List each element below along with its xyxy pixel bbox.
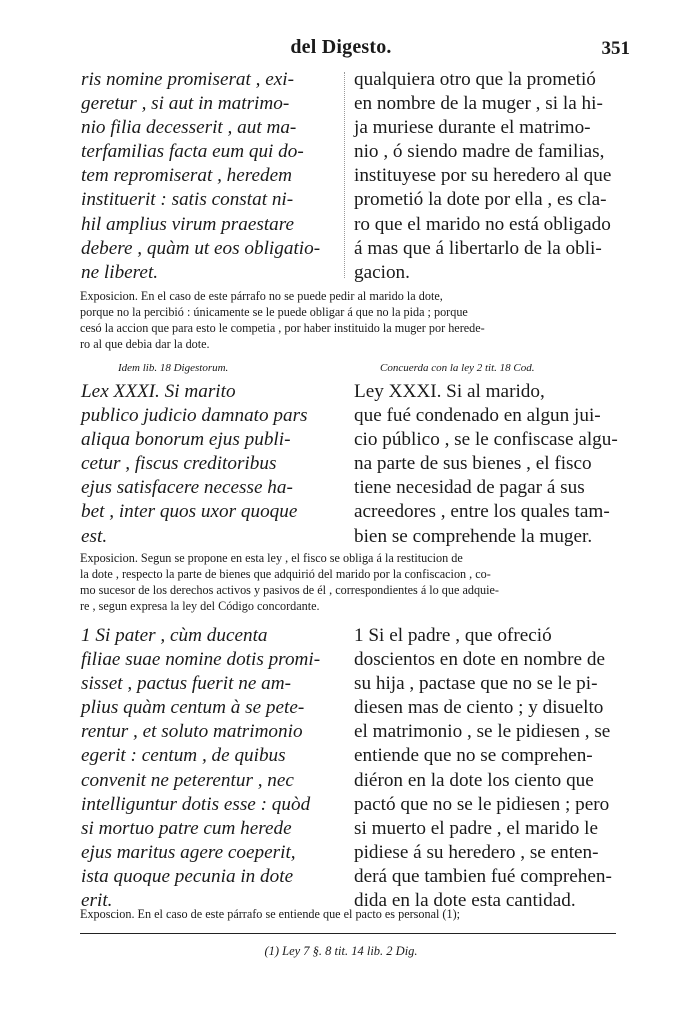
spanish-column-2 bbox=[354, 380, 624, 549]
latin-line: geretur , si aut in matrimo- bbox=[81, 93, 290, 115]
latin-column-1 bbox=[81, 68, 336, 285]
latin-line: instituerit : satis constat ni- bbox=[81, 189, 294, 211]
latin-line: bet , inter quos uxor quoque bbox=[81, 501, 298, 523]
exposition-line: Exposicion. En el caso de este párrafo no se puede pedir al marido la dote, bbox=[80, 289, 443, 303]
latin-line: ejus satisfacere necesse ha- bbox=[81, 477, 293, 499]
latin-line: convenit ne peterentur , nec bbox=[81, 769, 294, 791]
latin-line: debere , quàm ut eos obligatio- bbox=[81, 237, 321, 259]
latin-line: ista quoque pecunia in dote bbox=[81, 865, 294, 887]
spanish-line: nio , ó siendo madre de familias, bbox=[354, 141, 605, 163]
exposition-line: mo sucesor de los derechos activos y pasivos de él , correspondientes á lo que adquie- bbox=[80, 583, 499, 597]
latin-line: Lex XXXI. Si marito bbox=[81, 381, 236, 402]
spanish-line: ro que el marido no está obligado bbox=[354, 213, 611, 235]
spanish-line: á mas que á libertarlo de la obli- bbox=[354, 237, 602, 259]
spanish-line: Ley XXXI. Si al marido, bbox=[354, 381, 545, 402]
spanish-line: entiende que no se comprehen- bbox=[354, 745, 593, 767]
exposition-line: Exposcion. En el caso de este párrafo se entiende que el pacto es personal (1); bbox=[80, 907, 461, 921]
latin-column-2 bbox=[81, 380, 336, 549]
spanish-line: que fué condenado en algun jui- bbox=[354, 405, 601, 427]
exposition-1 bbox=[80, 288, 614, 352]
spanish-line: qualquiera otro que la prometió bbox=[354, 69, 596, 90]
exposition-line: la dote , respecto la parte de bienes que adquirió del marido por la confiscacion , co- bbox=[80, 567, 491, 581]
latin-line: ejus maritus agere coeperit, bbox=[81, 841, 296, 863]
spanish-line: ja muriese durante el matrimo- bbox=[354, 117, 591, 139]
concordance-heading: Concuerda con la ley 2 tit. 18 Cod. bbox=[380, 362, 535, 374]
running-header bbox=[0, 36, 682, 66]
latin-line: publico judicio damnato pars bbox=[81, 405, 308, 427]
page-number: 351 bbox=[601, 38, 630, 59]
latin-source-heading: Idem lib. 18 Digestorum. bbox=[118, 362, 229, 374]
latin-line: ne liberet. bbox=[81, 261, 159, 283]
spanish-line: pactó que no se le pidiesen ; pero bbox=[354, 793, 610, 815]
spanish-line: si muerto el padre , el marido le bbox=[354, 817, 599, 839]
spanish-column-1 bbox=[354, 68, 624, 285]
latin-line: tem repromiserat , heredem bbox=[81, 165, 293, 187]
spanish-line: prometió la dote por ella , es cla- bbox=[354, 189, 607, 211]
footnote-rule bbox=[80, 933, 616, 934]
spanish-line: 1 Si el padre , que ofreció bbox=[354, 625, 552, 646]
spanish-line: el matrimonio , se le pidiesen , se bbox=[354, 721, 611, 743]
spanish-line: instituyese por su heredero al que bbox=[354, 165, 612, 187]
latin-line: plius quàm centum à se pete- bbox=[81, 697, 305, 719]
latin-line: filiae suae nomine dotis promi- bbox=[81, 649, 321, 671]
latin-line: rentur , et soluto matrimonio bbox=[81, 721, 303, 743]
latin-line: si mortuo patre cum herede bbox=[81, 817, 292, 839]
exposition-line: porque no la percibió : únicamente se le puede obligar á que no la pida ; porque bbox=[80, 305, 468, 319]
exposition-3 bbox=[80, 906, 614, 922]
spanish-line: pidiese á su heredero , se enten- bbox=[354, 841, 599, 863]
latin-line: hil amplius virum praestare bbox=[81, 213, 295, 235]
spanish-line: acreedores , entre los quales tam- bbox=[354, 501, 610, 523]
latin-line: nio filia decesserit , aut ma- bbox=[81, 117, 297, 139]
spanish-line: bien se comprehende la muger. bbox=[354, 525, 593, 547]
spanish-line: diesen mas de ciento ; y disuelto bbox=[354, 697, 604, 719]
exposition-2 bbox=[80, 550, 614, 614]
spanish-line: cio público , se le confiscase algu- bbox=[354, 429, 618, 451]
latin-line: cetur , fiscus creditoribus bbox=[81, 453, 277, 475]
latin-line: ris nomine promiserat , exi- bbox=[81, 69, 294, 90]
latin-line: sisset , pactus fuerit ne am- bbox=[81, 673, 291, 695]
running-title: del Digesto. bbox=[290, 36, 392, 58]
spanish-column-3 bbox=[354, 624, 624, 913]
latin-line: egerit : centum , de quibus bbox=[81, 745, 286, 767]
exposition-line: cesó la accion que para esto le competia , por haber instituido la muger por herede- bbox=[80, 321, 485, 335]
exposition-line: ro al que debia dar la dote. bbox=[80, 337, 210, 351]
latin-line: intelliguntur dotis esse : quòd bbox=[81, 793, 311, 815]
spanish-line: en nombre de la muger , si la hi- bbox=[354, 93, 603, 115]
spanish-line: na parte de sus bienes , el fisco bbox=[354, 453, 592, 475]
latin-line: erit. bbox=[81, 890, 113, 912]
spanish-line: gacion. bbox=[354, 261, 410, 283]
exposition-line: re , segun expresa la ley del Código concordante. bbox=[80, 599, 320, 613]
latin-line: 1 Si pater , cùm ducenta bbox=[81, 625, 268, 646]
spanish-line: doscientos en dote en nombre de bbox=[354, 649, 605, 671]
spanish-line: su hija , pactase que no se le pi- bbox=[354, 673, 598, 695]
spanish-line: diéron en la dote los ciento que bbox=[354, 769, 594, 791]
footnote: (1) Ley 7 §. 8 tit. 14 lib. 2 Dig. bbox=[264, 944, 418, 958]
column-divider bbox=[344, 72, 345, 278]
exposition-line: Exposicion. Segun se propone en esta ley , el fisco se obliga á la restitucion de bbox=[80, 551, 463, 565]
latin-line: aliqua bonorum ejus publi- bbox=[81, 429, 291, 451]
latin-column-3 bbox=[81, 624, 336, 913]
latin-line: est. bbox=[81, 525, 108, 547]
spanish-line: dida en la dote esta cantidad. bbox=[354, 890, 576, 912]
spanish-line: derá que tambien fué comprehen- bbox=[354, 865, 612, 887]
latin-line: terfamilias facta eum qui do- bbox=[81, 141, 304, 163]
spanish-line: tiene necesidad de pagar á sus bbox=[354, 477, 585, 499]
